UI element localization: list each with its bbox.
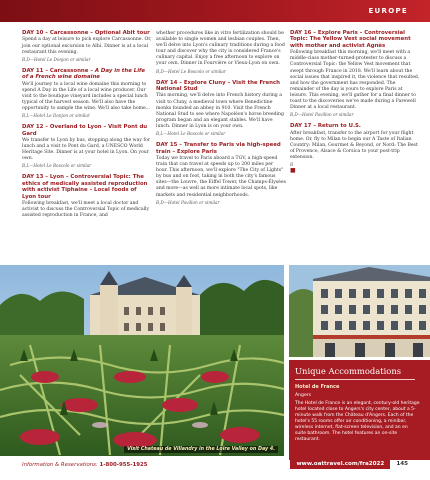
day-entry <box>22 124 152 169</box>
end-of-story-mark: ■ <box>290 167 296 175</box>
day-entry <box>290 30 420 118</box>
day-title: DAY 13 – Lyon – Controversial Topic: The ethics of medically assisted reproduction with activist Tiphaine – Local foods of Lyon tour <box>22 174 148 200</box>
garden-illustration <box>0 265 284 456</box>
day-body: whether procedures like in vitro fertilization should be available to single women and lesbian couples. Then, we'll delve into Lyon's culinary traditions during a food tour and discover why the city is considered France's culinary capital. Enjoy a free afternoon to explore on your own. Dinner in Fourvière or Vieux-Lyon on own. <box>156 31 285 67</box>
section-label: EUROPE <box>368 7 408 15</box>
reservations-info <box>22 462 147 468</box>
day-body: Today we travel to Paris aboard a TGV, a high-speed train that can travel at speeds up to 200 miles per hour. This afternoon, we'll explore "The City of Lights" by bus and on foot, taking in both the city's famous sites—the Louvre, the Eiffel Tower, the Champs-Élysées and more—as well as more intimate local spots, like markets and residential neighborhoods. <box>156 155 286 198</box>
itinerary-column-2 <box>156 30 286 211</box>
accommodations-title: Unique Accommodations <box>295 366 402 376</box>
day-title-italic: A Day in the Life of a French wine domaine <box>22 67 146 81</box>
hotel-photo <box>289 265 430 357</box>
website-link[interactable]: www.oattravel.com/fra2022 <box>290 459 390 469</box>
itinerary-column-3 <box>290 30 420 179</box>
meals-line: B,L—Hotel Le Boscolo or similar <box>22 163 92 169</box>
day-title: DAY 17 – Return to U.S. <box>290 123 361 130</box>
hotel-illustration <box>289 265 430 357</box>
day-body: Following breakfast, we'll meet a local doctor and activist to discuss the Controversial Topic of medically assisted reproduction in France, and <box>22 201 150 219</box>
day-body: Spend a day at leisure to pick explore Carcassonne. Or, join our optional excursion to Albi. Dinner is at a local restaurant this evening. <box>22 37 152 55</box>
meals-line: B,D—Hotel Pavillon or similar <box>290 112 354 118</box>
day-body: After breakfast, transfer to the airport for your flight home. Or, fly to Milan to begin our A Taste of Italian Country: Milan, Gourmet & Beyond, or Nord: The Best of Provence, Alsace & Corsica to your post-trip extension. <box>290 130 418 161</box>
itinerary-column-1 <box>22 30 152 224</box>
day-entry <box>156 142 286 206</box>
day-title <box>22 68 152 81</box>
day-body: This morning, we'll delve into French history during a visit to Cluny, a medieval town where Benedictine monks founded an abbey in 910. Visit the French National Stud to see where Napoléon's horse breeding program began and an elegant stables. We'll have lunch. Dinner in Lyon is on your own. <box>156 93 284 129</box>
day-entry <box>290 123 420 174</box>
meals-line: B,D—Hotel Le Donjon or similar <box>22 56 91 62</box>
day-title: DAY 10 – Carcassonne – Optional Abit tour <box>22 30 150 36</box>
day-entry <box>22 174 152 219</box>
day-title: DAY 14 – Explore Cluny – Visit the French National Stud <box>156 79 280 93</box>
day-entry <box>156 31 286 75</box>
day-title: DAY 12 – Overland to Lyon – Visit Pont du Gard <box>22 124 148 137</box>
hotel-description: The Hotel de France is an elegant, century-old heritage hotel located close to Angers's city center, about a 5-minute walk from the Château d'Angers. Each of the hotel's 55 rooms offer air conditioning, a minibar, wireless internet, flat-screen television, and an en suite bathroom. The hotel features an on-site restaurant. <box>295 401 420 442</box>
page-number: 145 <box>396 461 408 467</box>
day-entry <box>22 68 152 119</box>
day-title: DAY 16 – Explore Paris – Controversial Topic: The Yellow Vest social movement with mother and activist Agnès <box>290 30 411 49</box>
photo-caption: Visit Chateau de Villandry in the Loire Valley on Day 4. <box>124 446 278 453</box>
day-entry <box>22 30 152 63</box>
hotel-city: Angers <box>295 393 312 398</box>
footer-right <box>290 459 408 469</box>
meals-line: B,D—Hotel Le Boscolo or similar <box>156 68 226 74</box>
meals-line: B,L—Hotel Le Donjon or similar <box>22 113 90 119</box>
meals-line: B,L—Hotel Le Boscolo or similar <box>156 131 226 137</box>
hotel-name: Hotel de France <box>295 384 340 390</box>
reservations-label: Information & Reservations: <box>22 462 98 468</box>
day-entry <box>156 80 286 137</box>
chateau-garden-photo <box>0 265 284 456</box>
title-divider <box>295 379 415 380</box>
accommodations-panel <box>289 360 430 460</box>
day-title-plain: DAY 11 – Carcassonne – <box>22 67 95 74</box>
meals-line: B <box>290 162 294 168</box>
day-body: Following breakfast this morning, we'll meet with a middle-class mother-turned-protester to discuss a Controversial Topic: the Yellow Vest movement that swept through France in 2018. We'll learn about the social issues that inspired it, the violence that resulted, and how the government has responded. The remainder of the day is yours to explore Paris at leisure. This evening, we'll gather for a final dinner to toast to the discoveries we've made during a Farewell Dinner at a local restaurant. <box>290 50 420 111</box>
meals-line: B,D—Hotel Pavillon or similar <box>156 199 220 205</box>
day-body: We transfer to Lyon by bus, stopping along the way for lunch and a visit to Pont du Gard, a UNESCO World Heritage Site. Dinner is at your hotel in Lyon. On your own. <box>22 137 151 162</box>
day-body: We'll journey to a local wine domaine this morning to spend A Day in the Life of a local wine producer. Our visit to the boutique vineyard includes a special lunch typical of the harvest season. We'll also have the opportunity to sample the wine. We'll also take home... <box>22 81 151 111</box>
header-band <box>0 0 430 22</box>
phone-number[interactable]: 1-800-955-1925 <box>99 462 148 468</box>
day-title: DAY 15 – Transfer to Paris via high-speed train – Explore Paris <box>156 142 281 155</box>
